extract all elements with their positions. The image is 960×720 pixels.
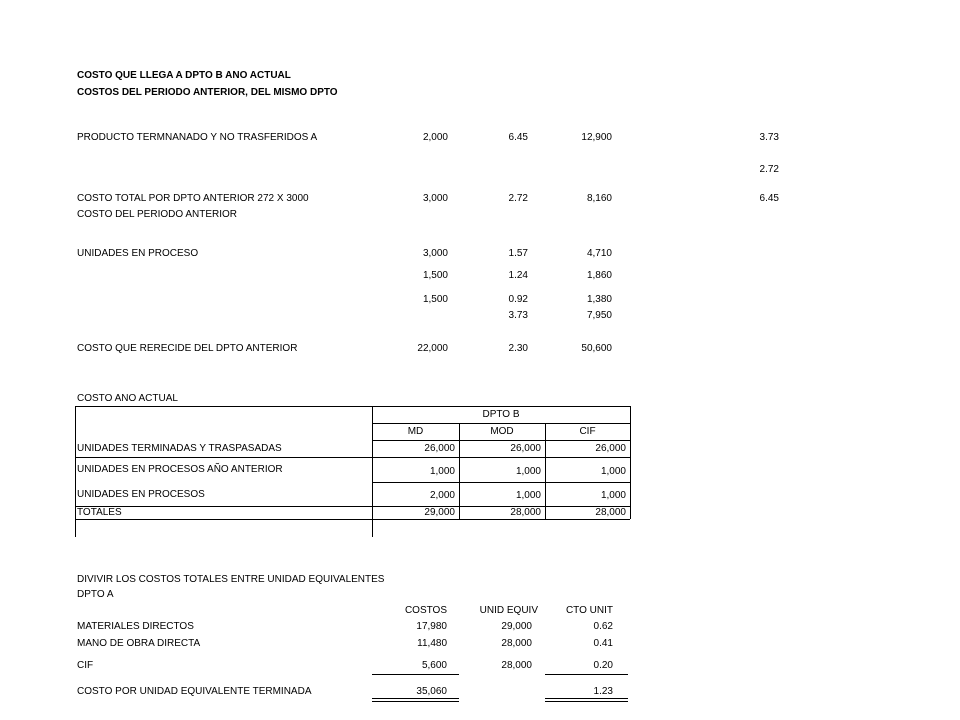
table-rule — [372, 440, 630, 441]
units-cell: 3,000 — [422, 193, 448, 204]
row-label: COSTO DEL PERIODO ANTERIOR — [77, 209, 238, 220]
costos-cell: 11,480 — [417, 638, 447, 649]
total-cell: 4,710 — [586, 248, 612, 259]
cto-unit-total-cell: 1.23 — [593, 686, 613, 697]
table-rule — [75, 406, 76, 537]
unid-equiv-cell: 28,000 — [501, 660, 532, 671]
mod-cell: 28,000 — [510, 507, 541, 518]
unit-cost-cell: 3.73 — [508, 310, 528, 321]
mod-cell: 1,000 — [515, 490, 541, 501]
unit-cost-cell: 2.30 — [508, 343, 528, 354]
cif-cell: 26,000 — [595, 443, 626, 454]
total-cell: 1,380 — [586, 294, 612, 305]
row-label: MATERIALES DIRECTOS — [77, 621, 194, 632]
cif-cell: 1,000 — [600, 466, 626, 477]
section-title: COSTO ANO ACTUAL — [77, 393, 178, 404]
table-rule — [372, 482, 630, 483]
total-double-rule — [545, 701, 628, 702]
table-rule — [372, 423, 630, 424]
row-label: COSTO TOTAL POR DPTO ANTERIOR 272 X 3000 — [77, 193, 309, 204]
row-label: TOTALES — [77, 507, 122, 518]
md-cell: 26,000 — [424, 443, 455, 454]
row-label: UNIDADES EN PROCESOS AÑO ANTERIOR — [77, 464, 283, 475]
mod-cell: 26,000 — [510, 443, 541, 454]
table-rule — [75, 406, 630, 407]
cto-unit-cell: 0.20 — [593, 660, 613, 671]
md-cell: 29,000 — [424, 507, 455, 518]
table-rule — [75, 457, 630, 458]
column-header-md: MD — [407, 426, 424, 437]
md-cell: 2,000 — [429, 490, 455, 501]
table-rule — [75, 519, 630, 520]
unit-cost-cell: 0.92 — [508, 294, 528, 305]
row-label: MANO DE OBRA DIRECTA — [77, 638, 201, 649]
subtotal-rule — [545, 674, 628, 675]
units-cell: 3,000 — [422, 248, 448, 259]
column-header-costos: COSTOS — [404, 605, 447, 616]
total-cell: 1,860 — [586, 270, 612, 281]
row-label: CIF — [77, 660, 94, 671]
cto-unit-cell: 0.41 — [593, 638, 613, 649]
column-header-cif: CIF — [579, 426, 596, 437]
total-cell: 12,900 — [581, 132, 612, 143]
cif-cell: 28,000 — [595, 507, 626, 518]
unit-cost-cell: 1.24 — [508, 270, 528, 281]
total-double-rule — [545, 698, 628, 699]
section-title: DIVIVIR LOS COSTOS TOTALES ENTRE UNIDAD EQUIVALENTES — [77, 574, 385, 585]
side-value-cell: 6.45 — [759, 193, 779, 204]
unid-equiv-cell: 28,000 — [501, 638, 532, 649]
costos-cell: 5,600 — [421, 660, 447, 671]
costos-cell: 17,980 — [416, 621, 447, 632]
units-cell: 2,000 — [422, 132, 448, 143]
column-header-cto-unit: CTO UNIT — [565, 605, 613, 616]
row-label: COSTO POR UNIDAD EQUIVALENTE TERMINADA — [77, 686, 312, 697]
row-label: UNIDADES EN PROCESOS — [77, 489, 205, 500]
unid-equiv-cell: 29,000 — [501, 621, 532, 632]
subtotal-rule — [372, 674, 459, 675]
total-double-rule — [372, 701, 459, 702]
unit-cost-cell: 2.72 — [508, 193, 528, 204]
md-cell: 1,000 — [429, 466, 455, 477]
heading-line-2: COSTOS DEL PERIODO ANTERIOR, DEL MISMO DPTO — [77, 87, 338, 98]
row-label: UNIDADES TERMINADAS Y TRASPASADAS — [77, 443, 282, 454]
costos-total-cell: 35,060 — [416, 686, 447, 697]
unit-cost-cell: 1.57 — [508, 248, 528, 259]
side-value-cell: 3.73 — [759, 132, 779, 143]
unit-cost-cell: 6.45 — [508, 132, 528, 143]
column-header-unid-equiv: UNID EQUIV — [479, 605, 538, 616]
total-cell: 8,160 — [586, 193, 612, 204]
units-cell: 22,000 — [417, 343, 448, 354]
units-cell: 1,500 — [422, 294, 448, 305]
total-cell: 7,950 — [586, 310, 612, 321]
mod-cell: 1,000 — [515, 466, 541, 477]
table-rule — [630, 406, 631, 519]
side-value-cell: 2.72 — [759, 164, 779, 175]
dept-header: DPTO B — [482, 409, 520, 420]
total-cell: 50,600 — [581, 343, 612, 354]
heading-line-1: COSTO QUE LLEGA A DPTO B ANO ACTUAL — [77, 70, 291, 81]
total-double-rule — [372, 698, 459, 699]
cto-unit-cell: 0.62 — [593, 621, 613, 632]
row-label: UNIDADES EN PROCESO — [77, 248, 199, 259]
row-label: PRODUCTO TERMNANADO Y NO TRASFERIDOS A — [77, 132, 318, 143]
cif-cell: 1,000 — [600, 490, 626, 501]
section-subtitle: DPTO A — [77, 589, 114, 600]
row-label: COSTO QUE RERECIDE DEL DPTO ANTERIOR — [77, 343, 298, 354]
units-cell: 1,500 — [422, 270, 448, 281]
column-header-mod: MOD — [490, 426, 514, 437]
